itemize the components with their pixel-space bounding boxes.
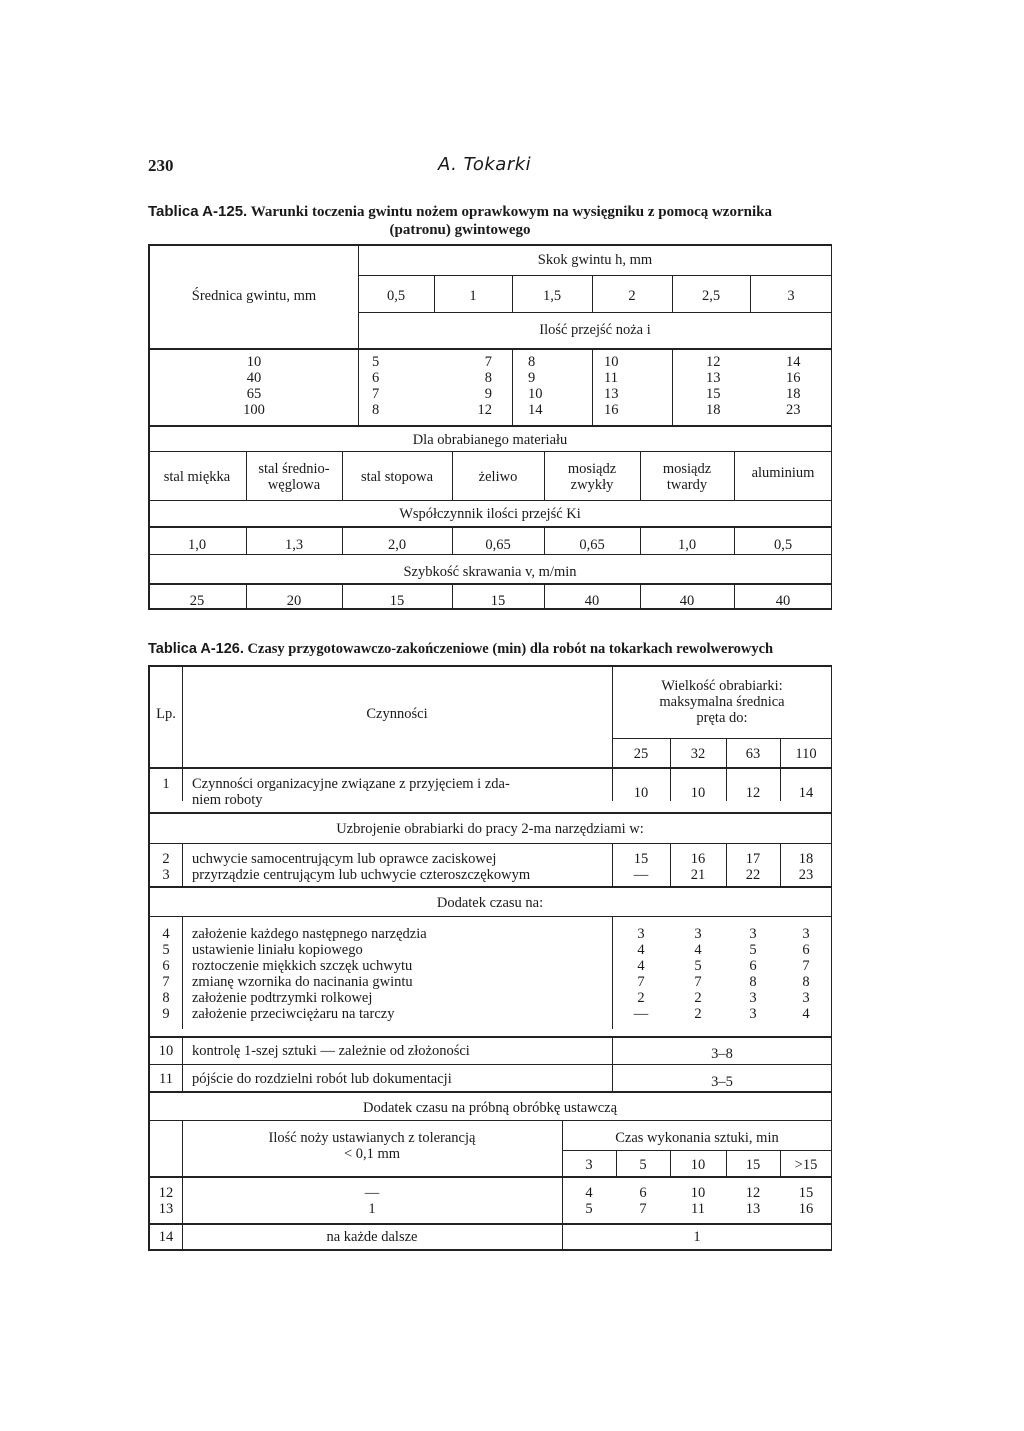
table-126-label: Tablica A-126.: [148, 641, 244, 657]
speed: 20: [286, 593, 302, 609]
speed: 25: [189, 593, 205, 609]
row-activity: kontrolę 1-szej sztuki — zależnie od złożoności: [192, 1043, 470, 1059]
coefficient: 0,65: [485, 537, 511, 553]
time-value: 10: [690, 1157, 706, 1173]
passes-column: 8 9 10 14: [528, 354, 543, 418]
rule: [182, 844, 183, 886]
pitch-header: Skok gwintu h, mm: [537, 252, 653, 268]
passes-column: 14 16 18 23: [786, 354, 801, 418]
material: żeliwo: [478, 469, 518, 485]
knives-header: Ilość noży ustawianych z tolerancją < 0,1 mm: [268, 1130, 476, 1162]
rule: [148, 451, 832, 452]
activity-header: Czynności: [366, 706, 428, 722]
time-header: Czas wykonania sztuki, min: [615, 1130, 779, 1146]
rule: [148, 526, 832, 528]
rule: [148, 1091, 832, 1093]
knife-count: na każde dalsze: [326, 1229, 418, 1245]
row-number: 1: [162, 776, 170, 792]
diameter-values: 10 40 65 100: [243, 354, 265, 418]
material: aluminium: [751, 465, 815, 481]
size-value: 110: [795, 746, 817, 762]
rule: [148, 554, 832, 555]
machine-size-header: Wielkość obrabiarki: maksymalna średnica pręta do:: [659, 678, 785, 726]
coefficient: 1,3: [284, 537, 304, 553]
coefficient-header: Współczynnik ilości przejść Ki: [399, 506, 581, 522]
rule: [148, 886, 832, 888]
row-number: 14: [158, 1229, 174, 1245]
row-activity: pójście do rozdzielni robót lub dokumentacji: [192, 1071, 452, 1087]
table-125-title-line2: (patronu) gwintowego: [389, 222, 531, 238]
rule: [148, 812, 832, 814]
row-values: 15 —: [633, 851, 649, 883]
row-values: 3 4 5 7 2 2: [694, 926, 702, 1022]
size-value: 25: [633, 746, 649, 762]
rule: [148, 500, 832, 501]
row-value: 3–5: [711, 1074, 733, 1090]
row-value: 10: [633, 785, 649, 801]
rule: [148, 1223, 832, 1225]
table-126-caption: [148, 640, 848, 658]
row-number: 2 3: [162, 851, 170, 883]
coefficient: 1,0: [187, 537, 207, 553]
row-values: 3 6 7 8 3 4: [802, 926, 810, 1022]
row-values: 17 22: [745, 851, 761, 883]
time-value: 15: [745, 1157, 761, 1173]
extra-time-section-header: Dodatek czasu na:: [436, 895, 544, 911]
table-126-title: Czasy przygotowawczo-zakończeniowe (min) dla robót na tokarkach rewolwerowych: [247, 641, 774, 657]
row-number: 11: [159, 1071, 173, 1087]
knife-count: — 1: [364, 1185, 380, 1217]
row-value: 14: [798, 785, 814, 801]
rule: [182, 1038, 183, 1064]
material: stal stopowa: [360, 469, 434, 485]
speed: 40: [679, 593, 695, 609]
pitch-value: 1: [469, 288, 477, 304]
rule: [182, 769, 183, 801]
rule: [148, 583, 832, 585]
row-activity: uchwycie samocentrującym lub oprawce zaciskowej przyrządzie centrującym lub uchwycie czteroszczękowym: [192, 851, 531, 883]
material-header: Dla obrabianego materiału: [412, 432, 568, 448]
time-value: >15: [794, 1157, 818, 1173]
passes-column: 5 6 7 8: [372, 354, 380, 418]
row-values: 3 5 6 8 3 3: [749, 926, 757, 1022]
rule: [562, 1150, 832, 1151]
time-value: 5: [639, 1157, 647, 1173]
row-values: 10 11: [690, 1185, 706, 1217]
coefficient: 1,0: [677, 537, 697, 553]
rule: [182, 1065, 183, 1091]
pitch-value: 2: [628, 288, 636, 304]
rule: [148, 425, 832, 427]
row-values: 6 7: [639, 1185, 647, 1217]
material: mosiądz twardy: [662, 461, 712, 493]
size-value: 32: [690, 746, 706, 762]
equipment-section-header: Uzbrojenie obrabiarki do pracy 2-ma narzędziami w:: [336, 821, 644, 837]
material: stal miękka: [163, 469, 231, 485]
size-value: 63: [745, 746, 761, 762]
row-number: 12 13: [158, 1185, 174, 1217]
row-activity: założenie każdego następnego narzędzia ustawienie liniału kopiowego roztoczenie miękkich szczęk uchwytu zmianę wzornika do nacinania gwintu założenie podtrzymki rolkowej założenie przeciwciężaru na tarczy: [192, 926, 427, 1022]
speed: 40: [584, 593, 600, 609]
material: stal średnio- węglowa: [258, 461, 330, 493]
rule: [612, 738, 832, 739]
pitch-value: 0,5: [386, 288, 406, 304]
row-values: 12 13: [745, 1185, 761, 1217]
speed: 15: [490, 593, 506, 609]
rule: [148, 1036, 832, 1038]
coefficient: 0,5: [773, 537, 793, 553]
table-125-title-line1: Warunki toczenia gwintu nożem oprawkowym na wysięgniku z pomocą wzornika: [250, 204, 772, 220]
row-values: 16 21: [690, 851, 706, 883]
rule: [148, 767, 832, 769]
passes-column: 12 13 15 18: [706, 354, 721, 418]
time-value: 3: [585, 1157, 593, 1173]
table-125-label: Tablica A-125.: [148, 203, 248, 220]
material: mosiądz zwykły: [567, 461, 617, 493]
table-125-caption: [148, 203, 838, 221]
rule: [358, 275, 832, 276]
rule: [148, 348, 832, 350]
row-value: 12: [745, 785, 761, 801]
passes-header: Ilość przejść noża i: [539, 322, 651, 338]
rule: [148, 1064, 832, 1065]
speed: 15: [389, 593, 405, 609]
row-activity: Czynności organizacyjne związane z przyjęciem i zda- niem roboty: [192, 776, 510, 808]
pitch-value: 1,5: [542, 288, 562, 304]
row-number: 4 5 6 7 8 9: [162, 926, 170, 1022]
row-value: 3–8: [711, 1046, 733, 1062]
trial-section-header: Dodatek czasu na próbną obróbkę ustawczą: [362, 1100, 618, 1116]
speed: 40: [775, 593, 791, 609]
row-values: 18 23: [798, 851, 814, 883]
pitch-value: 3: [787, 288, 795, 304]
row-values: 4 5: [585, 1185, 593, 1217]
speed-header: Szybkość skrawania v, m/min: [403, 564, 577, 580]
row-value: 10: [690, 785, 706, 801]
coefficient: 2,0: [387, 537, 407, 553]
page-number: 230: [148, 156, 174, 175]
row-values: 15 16: [798, 1185, 814, 1217]
rule: [358, 349, 359, 425]
rule: [672, 349, 673, 425]
row-number: 10: [158, 1043, 174, 1059]
rule: [148, 843, 832, 844]
rule: [148, 1176, 832, 1178]
pitch-value: 2,5: [701, 288, 721, 304]
rule: [148, 1120, 832, 1121]
rule: [512, 349, 513, 425]
rule: [358, 312, 832, 313]
passes-column: 10 11 13 16: [604, 354, 619, 418]
rule: [148, 916, 832, 917]
running-head: A. Tokarki: [438, 154, 532, 175]
row-values: 3 4 4 7 2 —: [633, 926, 649, 1022]
diameter-header: Średnica gwintu, mm: [191, 288, 317, 304]
row-value: 1: [693, 1229, 701, 1245]
coefficient: 0,65: [579, 537, 605, 553]
lp-header: Lp.: [156, 706, 176, 722]
rule: [592, 349, 593, 425]
rule: [182, 917, 183, 1029]
passes-column: 7 8 9 12: [477, 354, 492, 418]
